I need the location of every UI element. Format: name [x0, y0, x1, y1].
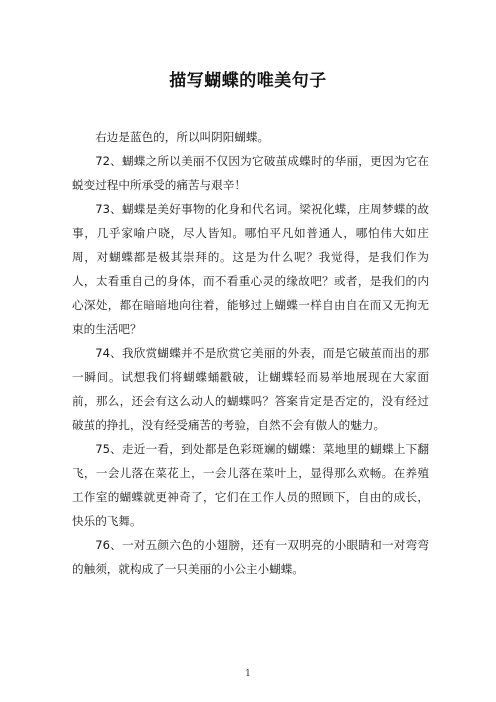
paragraph: 76、一对五颜六色的小翅膀，还有一双明亮的小眼睛和一对弯弯的触须，就构成了一只美丽的小公主小蝴蝶。 — [72, 538, 429, 576]
paragraph: 72、蝴蝶之所以美丽不仅因为它破茧成蝶时的华丽，更因为它在蜕变过程中所承受的痛苦与艰辛！ — [72, 154, 429, 192]
paragraph: 75、走近一看，到处都是色彩斑斓的蝴蝶：菜地里的蝴蝶上下翻飞，一会儿落在菜花上，一会儿落在菜叶上，显得那么欢畅。在养殖工作室的蝴蝶就更神奇了，它们在工作人员的照顾下，自由的成长，快乐的飞舞。 — [72, 442, 429, 528]
document-body — [72, 125, 429, 581]
paragraph: 74、我欣赏蝴蝶并不是欣赏它美丽的外表，而是它破茧而出的那一瞬间。试想我们将蝴蝶蛹戳破，让蝴蝶轻而易举地展现在大家面前，那么，还会有这么动人的蝴蝶吗？答案肯定是否定的，没有经过破茧的挣扎，没有经受痛苦的考验，自然不会有傲人的魅力。 — [72, 346, 429, 432]
page-title: 描写蝴蝶的唯美句子 — [169, 71, 327, 91]
paragraph: 73、蝴蝶是美好事物的化身和代名词。梁祝化蝶，庄周梦蝶的故事，几乎家喻户晓，尽人皆知。哪怕平凡如普通人，哪怕伟大如庄周，对蝴蝶都是极其崇拜的。这是为什么呢？我觉得，是我们作为人，太看重自己的身体，而不看重心灵的缘故吧？或者，是我们的内心深处，都在暗暗地向往着，能够过上蝴蝶一样自由自在而又无拘无束的生活吧？ — [72, 202, 429, 336]
paragraph: 右边是蓝色的，所以叫阴阳蝴蝶。 — [95, 130, 270, 144]
page-number: 1 — [245, 669, 251, 679]
